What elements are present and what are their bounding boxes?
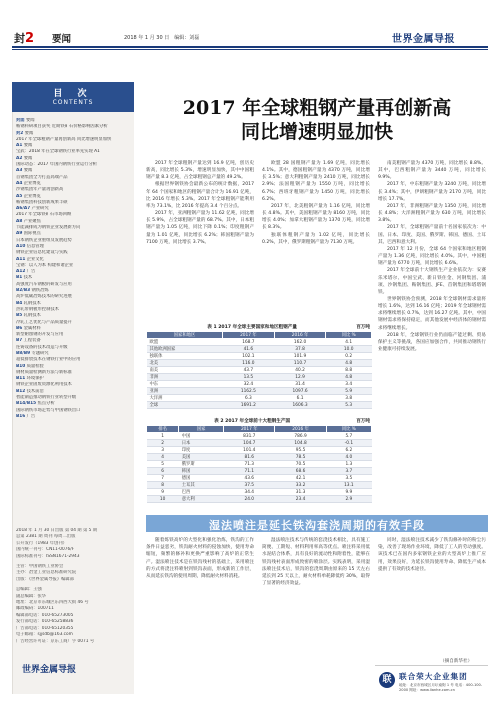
toc-entry-text: 广告 [26, 413, 36, 419]
table-cell: 8 [147, 482, 179, 489]
toc-page-number: A6/A7 [16, 206, 31, 212]
toc-entry-text: 企业博览 [23, 193, 41, 199]
toc-entry-text: 2017 年全球粗钢产量再创新高 同比增速明显加快 [16, 136, 112, 142]
toc-page-number: A1 [16, 143, 23, 149]
table-2-unit: 百万吨 [356, 419, 370, 424]
info-line: 2018 年 1 月 30 日出版 第 04 期 第 5 期 [16, 528, 98, 533]
table-cell: 40.2 [274, 367, 326, 374]
toc-entry-text: 连铸设备的技术改造与升级 [16, 344, 68, 350]
table-cell: 31.3 [275, 489, 326, 496]
table-cell: 71.3 [224, 461, 275, 468]
table-cell: 土耳其 [179, 482, 224, 489]
table-cell: 6 [147, 468, 179, 475]
table-cell: 41.6 [223, 346, 275, 353]
toc-page-number: A11 [16, 256, 26, 262]
toc-entry-text: 要闻 [23, 155, 33, 161]
table-cell: 71.1 [224, 468, 275, 475]
table-cell: 162.0 [274, 339, 326, 346]
table-cell: 9.9 [326, 489, 371, 496]
paragraph: 湿法喷注技术与传统的套浇技术相比，具有施工简便、工期短、材料利用率高等优点。喷注料采用低水泥结合体系，具有良好的流动性和附着性，能够在铁沟残衬表面形成致密的喷涂层。实践表明，采用湿法喷注技术后，铁沟的套浇周期由原来的 15 天左右延长到 25 天以上，耐火材料单耗降低约 30%，取得了显著的经济效益。 [262, 538, 370, 587]
paragraph: 2017 年全球粗钢产量达到 16.9 亿吨，创历史新高，同比增长 5.3%，增速明显加快，其中中国粗钢产量 8.3 亿吨，占全球粗钢总产量的 49.2%。 [146, 161, 254, 181]
toc-entry-text: 2017 年全球铁矿石市场回顾 [16, 212, 72, 218]
table-cell: 1 [147, 433, 179, 440]
table-cell: 1162.5 [223, 388, 275, 395]
paragraph: 独联体粗钢产量为 1.02 亿吨，同比增长 0.2%，其中，俄罗斯粗钢产量为 7130 万吨。 [262, 232, 370, 245]
company-logo-icon: 联 [379, 672, 395, 688]
table-cell: 831.7 [224, 433, 275, 440]
table-cell: 6.2 [326, 447, 371, 454]
toc-entry-text: 智能制造推动钢铁行业转型升级 [16, 395, 77, 401]
table-cell: 巴西 [179, 489, 224, 496]
table-row [147, 433, 372, 440]
toc-entry-text: 钢材质量检测新方法与新标准 [16, 369, 72, 375]
table-header-cell: 2016 年 [275, 426, 326, 433]
toc-page-number: A2 [16, 155, 23, 161]
article-title-line-2: 同比增速明显加快 [240, 121, 393, 143]
toc-page-number: B5 [16, 313, 23, 319]
table-cell: 1606.3 [274, 402, 326, 409]
table-cell: 印度 [179, 447, 224, 454]
info-line: 出版：《世界金属导报》编辑部 [16, 576, 75, 582]
table-cell: 4 [147, 454, 179, 461]
table-row [147, 402, 372, 409]
paragraph: 2017 年全球前十大钢铁生产企业依次为：安赛乐米塔尔、中国宝武、新日铁住金、河钢集团、浦项、沙钢集团、鞍钢集团、JFE、首钢集团和塔塔钢铁。 [378, 268, 486, 295]
table-2-caption: 表 2 2017 年全球前十大粗钢生产国 [214, 419, 291, 424]
table-cell: 4.8 [326, 374, 372, 381]
table-cell: 4.8 [326, 360, 372, 367]
table-cell: 日本 [179, 440, 224, 447]
table-header-cell: 2017 年 [224, 426, 275, 433]
table-cell: 104.7 [224, 440, 275, 447]
toc-page-number: A9 [16, 231, 23, 237]
table-header-cell: 2016 年 [274, 332, 326, 339]
table-cell: 1097.6 [274, 388, 326, 395]
paragraph: 欧盟 28 国粗钢产量为 1.69 亿吨，同比增长 4.1%。其中，德国粗钢产量为 4370 万吨，同比增长 3.5%；意大利粗钢产量为 2410 万吨，同比增长 2.9%；法国粗钢产量为 1550 万吨，同比增长 6.7%；西班牙粗钢产量为 1450 万吨，同比增长 6.2%。 [262, 161, 370, 202]
info-line: 主办：冶金工业信息标准研究院 [16, 570, 77, 576]
table-cell: 70.5 [275, 461, 326, 468]
toc-page-number: B8/B9 [16, 350, 31, 356]
toc-entry-text: 企业文化 [26, 256, 44, 262]
table-cell: 12.9 [274, 374, 326, 381]
table-header-cell: 国家和地区 [147, 332, 223, 339]
toc-entry-text: 新型耐蚀钢的开发与应用 [16, 332, 64, 338]
table-cell: 1.3 [326, 461, 371, 468]
toc-page-number: B7 [16, 338, 23, 344]
table-cell: 韩国 [179, 468, 224, 475]
info-line: 总第 2381 期 周刊 每周二出版 [16, 534, 76, 540]
table-cell: 4.1 [326, 339, 372, 346]
table-cell: 中东 [147, 381, 223, 388]
table-2 [146, 418, 372, 503]
ad-address: 地址：北京市西城区月坛南街 1 号 电话：400-100-2000 网址：www.lianhe.com.cn [399, 683, 483, 692]
table-header-cell: 同比 % [326, 426, 371, 433]
toc-entry-text: 焦点分析 [37, 401, 55, 407]
paragraph: 2017 年，全球粗钢产量前十名国家依次为：中国、日本、印度、美国、俄罗斯、韩国、德国、土耳其、巴西和意大利。 [378, 225, 486, 245]
toc-entry-text: 质量检验 [26, 363, 44, 369]
bottom-column-1 [146, 537, 254, 657]
table-cell: 101.9 [274, 353, 326, 360]
table-cell: 32.4 [223, 381, 275, 388]
page-header [0, 0, 500, 62]
issue-date: 2018 年 1 月 30 日 编辑：刘磊 [124, 35, 200, 41]
toc-entry-text: 信息管理 [26, 243, 44, 249]
bottom-story-title: 湿法喷注是延长铁沟套浇周期的有效手段 [209, 519, 425, 532]
toc-entry-text: 专题研究 [31, 350, 49, 356]
bottom-column-3 [378, 537, 486, 657]
toc-subtitle: CONTENTS [52, 99, 94, 106]
toc-entry-text: 高炉低碳冶炼技术的研究进展 [16, 294, 72, 300]
toc-entry-text: 轧钢技术 [23, 300, 41, 306]
toc-entry-text: 技术前沿 [26, 388, 44, 394]
table-cell: 德国 [179, 475, 224, 482]
toc-entry-text: 金属材料 [23, 325, 41, 331]
toc-entry-text: 钢铁企业固废资源化利用技术 [16, 382, 72, 388]
header-rule [12, 46, 488, 48]
article-title [146, 96, 488, 144]
toc-entry-text: 产业聚焦 [23, 218, 41, 224]
toc-entry-text: 要闻 [24, 130, 34, 136]
table-row [147, 395, 372, 402]
toc-page-number: B14/B15 [16, 401, 37, 407]
table-cell: 168.7 [223, 339, 275, 346]
table-row [147, 374, 372, 381]
table-row [147, 447, 372, 454]
table-row [147, 346, 372, 353]
toc-page-number: A8 [16, 218, 23, 224]
toc-entry-text: 冷轧工艺优化与产品质量提升 [16, 319, 72, 325]
article-column-1 [146, 160, 254, 320]
publication-info [16, 528, 131, 645]
paragraph: 2017 年，中东粗钢产量为 3240 万吨，同比增长 3.4%；其中，伊朗粗钢产量为 2170 万吨，同比增长 17.7%。 [378, 182, 486, 202]
info-line: 邮政编码：100711 [16, 606, 54, 612]
table-row [147, 388, 372, 395]
table-cell: 37.5 [224, 482, 275, 489]
table-cell: 5.7 [326, 433, 371, 440]
table-cell: 3.5 [326, 475, 371, 482]
table-cell: 意大利 [179, 496, 224, 503]
table-row [147, 468, 372, 475]
toc-page-number: B1 [16, 275, 23, 281]
table-cell: 9 [147, 489, 179, 496]
table-cell: 42.1 [275, 475, 326, 482]
table-cell: 78.5 [275, 454, 326, 461]
toc-entry-text: 技术 [23, 275, 33, 281]
paragraph: 2017 年，北美粗钢产量为 1.16 亿吨，同比增长 4.8%。其中，美国粗钢产量为 8160 万吨，同比增长 4.0%；加拿大粗钢产量为 1370 万吨，同比增长 8.3%。 [262, 203, 370, 231]
table-header-cell: 同比 % [326, 332, 372, 339]
info-line: 广告部电话：010-65120355 [16, 625, 74, 631]
table-cell: 6.3 [223, 395, 275, 402]
toc-page-number: 封2 [16, 130, 24, 136]
table-header-cell: 2017 年 [223, 332, 275, 339]
table-cell: 北美 [147, 360, 223, 367]
paragraph: 根据世界钢铁协会最新公布的统计数据，2017 年 64 个国家和地区的粗钢产量合计为 16.91 亿吨，比 2016 年增长 5.3%。2017 年全球粗钢产能利用率为 73.1%，比 2016 年提高 3.4 个百分点。 [146, 182, 254, 209]
toc-page-number: 封面 [16, 118, 25, 123]
table-header-cell: 排名 [147, 426, 179, 433]
page-number: 封2 [14, 31, 35, 46]
sidebar-logo: 世界金属导报 [22, 665, 77, 675]
info-line: 公开发行（1983 年创刊） [16, 540, 67, 546]
table-cell: 俄罗斯 [179, 461, 224, 468]
table-row [147, 482, 372, 489]
table-cell: 3.8 [326, 395, 372, 402]
article-title-line-1: 2017 年全球粗钢产量再创新高 [182, 97, 452, 119]
toc-item[interactable] [16, 414, 131, 420]
info-line: 国际标准刊号：ISSN1671-2943 [16, 553, 80, 559]
table-cell: 5 [147, 461, 179, 468]
table-cell: 3.7 [326, 468, 371, 475]
toc-entry-text: 节能减排成为钢铁企业发展新方向 [16, 225, 81, 231]
toc-entry-text: 企业博览 [23, 180, 41, 186]
table-cell: 23.4 [275, 496, 326, 503]
toc-page-number: A12 [16, 269, 26, 275]
table-row [147, 475, 372, 482]
table-cell: 24.0 [224, 496, 275, 503]
toc-entry-text: 钢铁企业信息化建设与实践 [16, 250, 68, 256]
toc-page-number: B4 [16, 300, 23, 306]
toc-entry-text: 环境保护 [26, 376, 44, 382]
table-cell: 其他欧洲国家 [147, 346, 223, 353]
toc-entry-text: 鞍钢集团科技创新成果丰硕 [16, 199, 68, 205]
table-cell: 5.9 [326, 388, 372, 395]
table-row [147, 461, 372, 468]
table-cell: 10 [147, 496, 179, 503]
table-cell: 116.0 [223, 360, 275, 367]
section-title: 要闻 [52, 34, 72, 45]
toc-entry-text: 首钢集团全力打造高端产品 [16, 174, 68, 180]
table-cell: 5.3 [326, 402, 372, 409]
table-row [147, 367, 372, 374]
toc-page-number: A10 [16, 243, 26, 249]
table-row [147, 339, 372, 346]
table-cell: 110.7 [274, 360, 326, 367]
info-line: 主管：中国钢铁工业协会 [16, 564, 64, 570]
paragraph: 2017 年 12 月份，全球 64 个国家和地区粗钢产量为 1.36 亿吨，同比增长 4.0%。其中，中国粗钢产量为 6770 万吨，同比增长 6.6%。 [378, 246, 486, 267]
article-column-2 [262, 160, 370, 320]
toc-title: 目 次 [53, 89, 93, 99]
paragraph: 同时，湿法喷注技术减少了铁沟修补时的粉尘污染，改善了现场作业环境，降低了工人的劳动强度。该技术已在国内多家钢铁企业的大型高炉上推广应用，效果良好，为延长铁沟使用寿命、降低生产成本提供了有效的技术途径。 [378, 538, 486, 572]
table-2-grid [146, 425, 372, 503]
table-cell: 大洋洲 [147, 395, 223, 402]
toc-entry-text: 宝武：2018 年在全球钢铁行业率先实现 A1 [16, 149, 100, 155]
info-line: 国内统一刊号：CN11-0076/F [16, 547, 75, 553]
table-row [147, 440, 372, 447]
table-cell: 6.1 [274, 395, 326, 402]
table-cell: 全球 [147, 402, 223, 409]
paragraph: 2017 年，亚洲粗钢产量为 11.62 亿吨，同比增长 5.9%，占全球粗钢产量的 68.7%。其中，日本粗钢产量为 1.05 亿吨，同比下降 0.1%；印度粗钢产量为 1.01 亿吨，同比增长 6.2%；韩国粗钢产量为 7100 万吨，同比增长 3.7%。 [146, 211, 254, 245]
table-cell: 102.1 [223, 353, 275, 360]
toc-entry-text: 国际视点 [23, 231, 41, 237]
table-1-caption-row [146, 324, 372, 331]
toc-entry-text: 超低排放技术在钢铁行业中的应用 [16, 357, 81, 363]
table-cell: 43.6 [224, 475, 275, 482]
toc-entry-text: 鞍钢科研项目获奖 近期铁矿石价格影响因素分析 [16, 124, 108, 130]
table-row [147, 360, 372, 367]
toc-page-number: B6 [16, 325, 23, 331]
toc-entry-text: 高强度汽车钢板的研发与应用 [16, 281, 72, 287]
toc-page-number: B11 [16, 376, 26, 382]
toc-entry-text: 要闻 [25, 118, 35, 123]
table-row [147, 454, 372, 461]
table-cell: 37.8 [274, 346, 326, 353]
table-cell: 31.4 [274, 381, 326, 388]
toc-page-number: A5 [16, 193, 23, 199]
info-line: 广告经营许可证：京东工商广字 0071 号 [16, 638, 95, 644]
toc-entry-text: 广告 [26, 269, 36, 275]
table-of-contents [16, 118, 131, 420]
toc-page-number: A4 [16, 180, 23, 186]
paragraph: 世界钢铁协会预测，2018 年全球钢材需求量将增长 1.6%，达到 16.16 亿吨；2019 年全球钢材需求将继续增长 0.7%，达到 16.27 亿吨。其中，中国钢材需求将保持稳定，而其他发展中经济体的钢材需求将继续增长。 [378, 296, 486, 331]
newspaper-logo: 世界金属导报 [392, 34, 455, 45]
table-1 [146, 324, 372, 409]
ad-company-name: 联合荣大企业集团 [399, 672, 468, 681]
table-row [147, 353, 372, 360]
toc-entry-text: 日本钢铁企业重组及发展趋势 [16, 237, 72, 243]
table-row [147, 496, 372, 503]
table-cell: 7 [147, 475, 179, 482]
table-cell: 3 [147, 447, 179, 454]
toc-entry-text: 工程装备 [23, 338, 41, 344]
toc-entry-text: 要闻 [23, 168, 33, 174]
table-cell: 101.4 [224, 447, 275, 454]
toc-entry-text: 钢铁冶炼 [31, 288, 49, 294]
table-cell: 786.9 [275, 433, 326, 440]
table-1-unit: 百万吨 [356, 325, 370, 330]
table-header-cell: 国家 [179, 426, 224, 433]
toc-page-number: A3 [16, 168, 23, 174]
table-cell: 1691.2 [223, 402, 275, 409]
paragraph: 随着炼铁高炉的大型化和强化冶炼，铁沟的工作条件日益恶劣，铁沟耐火材料的侵蚀加快，使用寿命缩短，频繁的修补和更换严重影响了高炉的正常生产。湿法喷注技术是在铁沟残衬的基础上，采用喷注的方式将浇注料喷射到铁沟表面，形成新的工作层，从而延长铁沟的使用周期，降低耐火材料消耗。 [146, 538, 254, 580]
bottom-story-source: （摘自新华社） [440, 659, 473, 664]
table-cell: 亚洲 [147, 388, 223, 395]
table-1-caption: 表 1 2017 年全球主要国家和地区粗钢产量 [207, 325, 297, 330]
table-cell: 68.6 [275, 468, 326, 475]
paragraph: 2017 年，非洲粗钢产量为 1350 万吨，同比增长 4.8%；大洋洲粗钢产量为 630 万吨，同比增长 3.8%。 [378, 203, 486, 224]
table-cell: 33.2 [275, 482, 326, 489]
info-line: 总编辑：王强 [16, 587, 42, 593]
table-cell: 中国 [179, 433, 224, 440]
toc-entry-text: 国际动态：2017 年国内钢铁行业运行分析 [16, 162, 98, 168]
paragraph: 2018 年，全球钢铁行业仍面临产能过剩、贸易保护主义等挑战，各国应加强合作，共同推动钢铁行业健康可持续发展。 [378, 332, 486, 353]
toc-page-number: B2/B3 [16, 288, 31, 294]
table-cell: 独联体 [147, 353, 223, 360]
table-cell: 3.4 [326, 381, 372, 388]
table-cell: 104.8 [275, 440, 326, 447]
paragraph: 南美粗钢产量为 4370 万吨，同比增长 8.8%。其中，巴西粗钢产量为 3440 万吨，同比增长 9.9%。 [378, 161, 486, 181]
toc-entry-text: 国际钢铁市场走势与中国钢铁出口 [16, 407, 81, 413]
toc-entry-text: 轧钢技术 [23, 313, 41, 319]
toc-entry-text: 宝钢：以人为本 构建和谐企业 [16, 262, 74, 268]
info-line: 发行部电话：010-65258836 [16, 619, 74, 625]
table-cell: 非洲 [147, 374, 223, 381]
toc-entry-text: 产业研究 [31, 206, 49, 212]
advertisement[interactable] [375, 665, 488, 695]
table-cell: -0.1 [326, 440, 371, 447]
bottom-column-2 [262, 537, 370, 657]
table-cell: 43.7 [223, 367, 275, 374]
toc-entry-text: 沙钢集团年产量再创新高 [16, 187, 64, 193]
table-cell: 13.1 [326, 482, 371, 489]
table-cell: 13.5 [223, 374, 275, 381]
table-cell: 2.9 [326, 496, 371, 503]
table-cell: 美国 [179, 454, 224, 461]
info-line: 电子邮箱：sjjsdb@163.com [16, 632, 73, 638]
toc-heading [12, 82, 134, 112]
table-row [147, 381, 372, 388]
table-cell: 2 [147, 440, 179, 447]
info-line: 副总编辑：张华 [16, 593, 47, 599]
info-line: 地址：北京市东城区东四西大街 46 号 [16, 600, 89, 606]
table-cell: 0.2 [326, 353, 372, 360]
header-rule-thin [12, 49, 488, 50]
toc-page-number: B12 [16, 388, 26, 394]
table-cell: 10.0 [326, 346, 372, 353]
toc-entry-text: 热轧带钢板形控制技术 [16, 306, 59, 312]
table-cell: 81.6 [224, 454, 275, 461]
table-cell: 8.8 [326, 367, 372, 374]
table-cell: 95.5 [275, 447, 326, 454]
table-cell: 欧盟 [147, 339, 223, 346]
table-cell: 34.4 [224, 489, 275, 496]
table-1-grid [146, 331, 372, 409]
toc-entry-text: 要闻 [23, 143, 33, 149]
toc-page-number: B16 [16, 413, 26, 419]
table-row [147, 489, 372, 496]
toc-page-number: B10 [16, 363, 26, 369]
info-line: 编辑部电话：010-65273005 [16, 612, 74, 618]
table-2-caption-row [146, 418, 372, 425]
table-cell: 4.0 [326, 454, 371, 461]
table-cell: 南美 [147, 367, 223, 374]
